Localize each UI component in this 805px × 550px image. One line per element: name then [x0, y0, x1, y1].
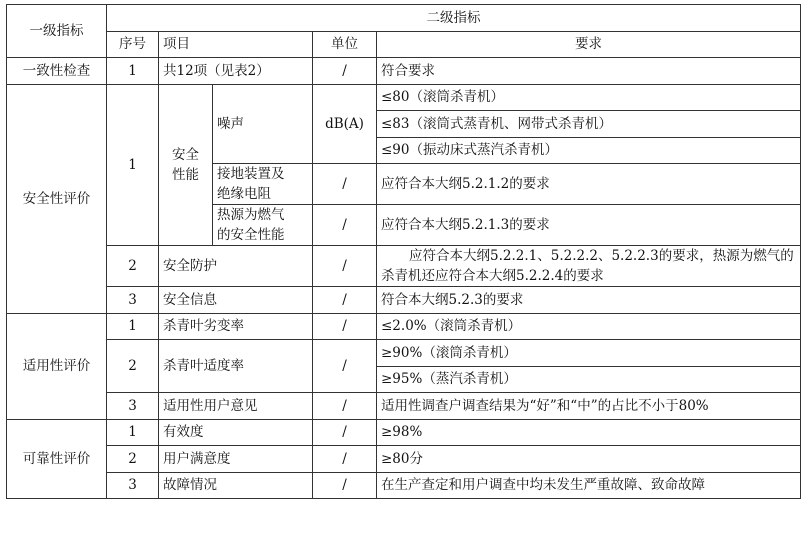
- item-cell: 杀青叶劣变率: [159, 313, 313, 340]
- item-cell-noise: 噪声: [213, 84, 313, 164]
- item-cell: 适用性用户意见: [159, 393, 313, 420]
- table-row: [7, 419, 801, 446]
- item-line: 接地装置及: [217, 166, 285, 182]
- seq-cell: 1: [107, 84, 159, 246]
- item-cell: 用户满意度: [159, 446, 313, 473]
- header-item: 项目: [159, 31, 313, 58]
- item-cell: 故障情况: [159, 472, 313, 499]
- requirement-cell: ≥90%（滚筒杀青机）: [377, 340, 801, 367]
- unit-cell: /: [313, 393, 377, 420]
- group-label-line: 安全: [172, 146, 199, 163]
- header-row-1: [7, 5, 801, 32]
- item-cell: 杀青叶适度率: [159, 340, 313, 393]
- item-cell-grounding: [213, 164, 313, 205]
- table-row: [7, 84, 801, 111]
- item-cell: 安全信息: [159, 287, 313, 314]
- item-line: 绝缘电阻: [217, 186, 271, 202]
- requirement-cell: 在生产查定和用户调查中均未发生严重故障、致命故障: [377, 472, 801, 499]
- header-unit: 单位: [313, 31, 377, 58]
- seq-cell: 3: [107, 472, 159, 499]
- requirement-cell: 应符合本大纲5.2.1.2的要求: [377, 164, 801, 205]
- seq-cell: 2: [107, 340, 159, 393]
- requirement-cell: ≤83（滚筒式蒸青机、网带式杀青机）: [377, 111, 801, 138]
- table-row: [7, 313, 801, 340]
- table-row: [7, 472, 801, 499]
- unit-cell: /: [313, 246, 377, 287]
- unit-cell: /: [313, 419, 377, 446]
- unit-cell: /: [313, 205, 377, 246]
- item-line: 热源为燃气: [217, 207, 285, 223]
- header-row-2: [7, 31, 801, 58]
- table-row: [7, 393, 801, 420]
- requirement-cell: ≤90（振动床式蒸汽杀青机）: [377, 137, 801, 164]
- unit-cell: /: [313, 58, 377, 85]
- table-row: [7, 446, 801, 473]
- header-level2: 二级指标: [107, 5, 801, 32]
- table-row: [7, 246, 801, 287]
- unit-cell: /: [313, 446, 377, 473]
- category-applicability: 适用性评价: [7, 313, 107, 419]
- requirement-cell: ≥80分: [377, 446, 801, 473]
- seq-cell: 1: [107, 58, 159, 85]
- requirement-cell: ≤2.0%（滚筒杀青机）: [377, 313, 801, 340]
- requirement-cell: ≤80（滚筒杀青机）: [377, 84, 801, 111]
- unit-cell: /: [313, 313, 377, 340]
- requirement-cell: 适用性调查户调查结果为“好”和“中”的占比不小于80%: [377, 393, 801, 420]
- unit-cell-noise: dB(A): [313, 84, 377, 164]
- header-level1: 一级指标: [7, 5, 107, 58]
- header-seq: 序号: [107, 31, 159, 58]
- unit-cell: /: [313, 472, 377, 499]
- header-requirement: 要求: [377, 31, 801, 58]
- seq-cell: 3: [107, 287, 159, 314]
- category-safety: 安全性评价: [7, 84, 107, 313]
- table-row: [7, 287, 801, 314]
- unit-cell: /: [313, 287, 377, 314]
- indicator-table: [6, 4, 801, 499]
- table-row: [7, 58, 801, 85]
- requirement-cell: ≥95%（蒸汽杀青机）: [377, 366, 801, 393]
- seq-cell: 1: [107, 313, 159, 340]
- requirement-cell: 符合本大纲5.2.3的要求: [377, 287, 801, 314]
- requirement-cell: ≥98%: [377, 419, 801, 446]
- item-cell-gas-heat: [213, 205, 313, 246]
- category-reliability: 可靠性评价: [7, 419, 107, 499]
- requirement-cell: 应符合本大纲5.2.1.3的要求: [377, 205, 801, 246]
- unit-cell: /: [313, 340, 377, 393]
- seq-cell: 3: [107, 393, 159, 420]
- item-cell: 安全防护: [159, 246, 313, 287]
- requirement-cell: 符合要求: [377, 58, 801, 85]
- unit-cell: /: [313, 164, 377, 205]
- item-cell: 共12项（见表2）: [159, 58, 313, 85]
- requirement-cell: 应符合本大纲5.2.2.1、5.2.2.2、5.2.2.3的要求，热源为燃气的杀青机还应符合本大纲5.2.2.4的要求: [377, 246, 801, 287]
- table-row: [7, 340, 801, 367]
- group-label-safety-performance: [159, 84, 213, 246]
- item-line: 的安全性能: [217, 227, 285, 243]
- seq-cell: 1: [107, 419, 159, 446]
- category-consistency: 一致性检查: [7, 58, 107, 85]
- seq-cell: 2: [107, 446, 159, 473]
- seq-cell: 2: [107, 246, 159, 287]
- item-cell: 有效度: [159, 419, 313, 446]
- group-label-line: 性能: [172, 166, 199, 183]
